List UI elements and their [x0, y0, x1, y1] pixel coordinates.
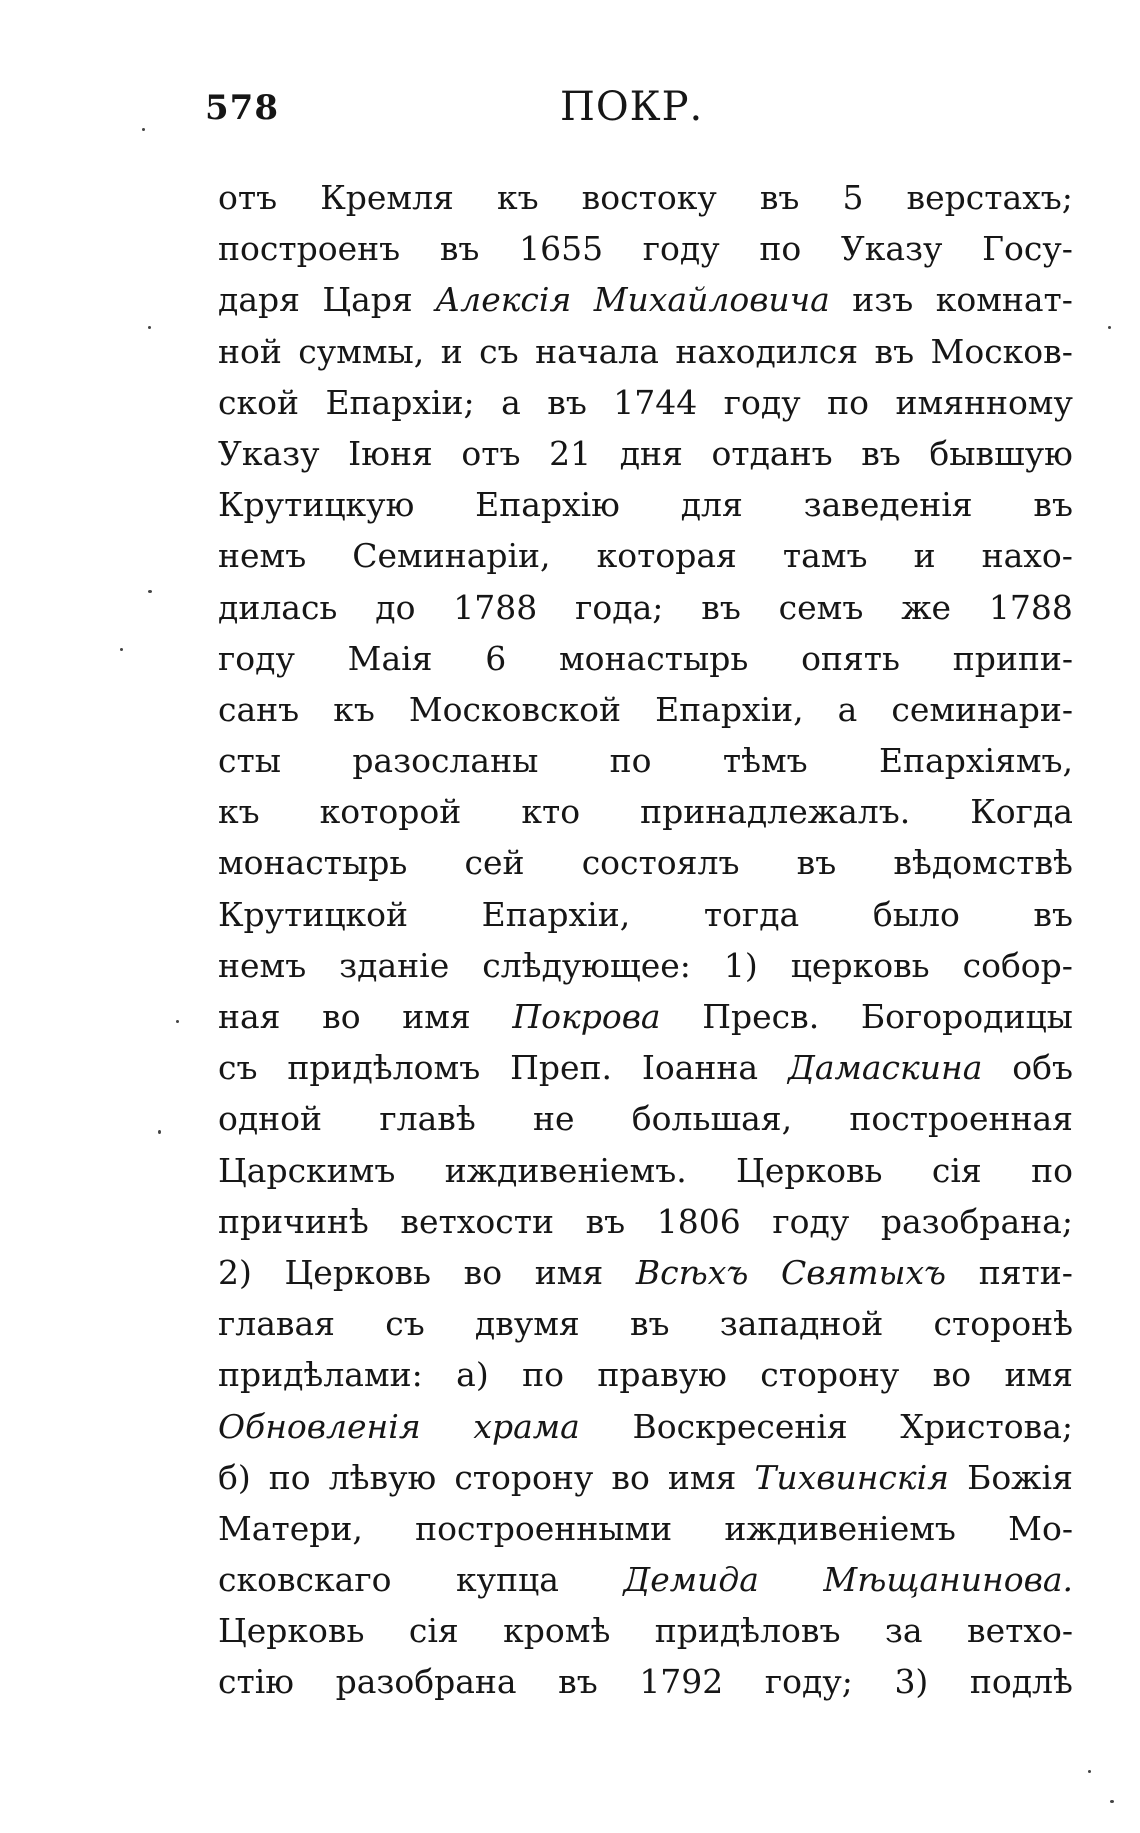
word: начала — [535, 331, 659, 371]
word: Крутицкую — [218, 485, 415, 525]
word: тамъ — [782, 536, 868, 576]
word: имя — [667, 1457, 737, 1497]
word: Москов- — [930, 331, 1073, 371]
word: къ — [333, 689, 375, 729]
word: 6 — [485, 638, 507, 678]
word: было — [872, 894, 960, 934]
word: 5 — [842, 178, 864, 217]
word: опять — [801, 638, 900, 678]
italic-word: Тихвинскія — [754, 1457, 950, 1497]
word: Епархіямъ, — [878, 741, 1073, 781]
word: церковь — [790, 945, 930, 985]
italic-word: Мѣщанинова. — [823, 1560, 1073, 1600]
word: подлѣ — [969, 1662, 1073, 1702]
word: принадлежалъ. — [640, 792, 911, 832]
word: объ — [1012, 1048, 1073, 1088]
word: въ — [1033, 894, 1073, 934]
word: Іоанна — [641, 1048, 759, 1088]
word: 1655 — [519, 229, 604, 269]
word: имя — [534, 1252, 604, 1292]
word: ная — [218, 997, 281, 1036]
word: Епархію — [475, 485, 620, 525]
word: сей — [464, 843, 525, 883]
word: Епархіи, — [481, 894, 631, 934]
word: году — [642, 229, 720, 269]
text-line — [218, 223, 1073, 274]
word: дилась — [218, 587, 338, 627]
word: по — [1031, 1150, 1073, 1190]
word: семинари- — [891, 689, 1073, 729]
text-line — [218, 1554, 1073, 1605]
word: семъ — [778, 587, 864, 627]
word: западной — [719, 1304, 884, 1344]
word: главая — [218, 1304, 335, 1344]
italic-word: Святыхъ — [780, 1252, 947, 1292]
word: Маія — [347, 638, 433, 678]
word: придѣломъ — [287, 1048, 481, 1088]
word: во — [932, 1355, 972, 1395]
word: Указу — [840, 229, 943, 269]
word: пяти- — [978, 1252, 1073, 1292]
word: ской — [218, 382, 299, 422]
word: Семинаріи, — [352, 536, 551, 576]
word: причинѣ — [218, 1201, 369, 1241]
word: Церковь — [736, 1150, 883, 1190]
word: по — [827, 382, 869, 422]
italic-word: Алексія — [435, 280, 572, 320]
word: главѣ — [379, 1099, 476, 1139]
word: сковскаго — [218, 1560, 392, 1600]
word: во — [463, 1252, 503, 1292]
word: разосланы — [352, 741, 539, 781]
italic-word: Покрова — [512, 997, 661, 1036]
italic-word: Обновленія — [218, 1406, 421, 1446]
word: тѣмъ — [722, 741, 808, 781]
word: Іюня — [348, 433, 433, 473]
word: отъ — [461, 433, 521, 473]
word: 1788 — [453, 587, 538, 627]
word: б) — [218, 1457, 251, 1497]
word: въ — [701, 587, 741, 627]
word: купца — [455, 1560, 559, 1600]
text-line — [218, 684, 1073, 735]
text-line — [218, 428, 1073, 479]
text-line — [218, 1656, 1073, 1707]
body-text — [218, 172, 1073, 1708]
word: въ — [861, 433, 901, 473]
text-line — [218, 1093, 1073, 1144]
word: для — [680, 485, 743, 525]
word: въ — [439, 229, 480, 269]
word: иждивеніемъ. — [444, 1150, 687, 1190]
word: припи- — [952, 638, 1073, 678]
word: кто — [521, 792, 581, 832]
word: въ — [796, 843, 837, 883]
word: стію — [218, 1662, 295, 1702]
word: бывшую — [929, 433, 1073, 473]
word: Госу- — [982, 229, 1073, 269]
text-line — [218, 1145, 1073, 1196]
word: Кремля — [320, 178, 454, 217]
word: году; — [764, 1662, 853, 1702]
word: отданъ — [711, 433, 833, 473]
text-line — [218, 1298, 1073, 1349]
word: отъ — [218, 178, 278, 217]
word: въ — [629, 1304, 670, 1344]
word: Преп. — [510, 1048, 612, 1088]
italic-word: Всѣхъ — [635, 1252, 749, 1292]
word: по — [268, 1457, 311, 1497]
word: верстахъ; — [906, 178, 1073, 217]
word: въ — [759, 178, 800, 217]
text-line — [218, 326, 1073, 377]
word: собор- — [962, 945, 1073, 985]
word: суммы, — [298, 331, 425, 371]
word: немъ — [218, 945, 307, 985]
word: 2) — [218, 1252, 252, 1292]
word: кромѣ — [503, 1611, 611, 1651]
italic-word: Дамаскина — [787, 1048, 983, 1088]
text-line — [218, 1247, 1073, 1298]
word: лѣвую — [328, 1457, 437, 1497]
word: съ — [218, 1048, 258, 1088]
word: построенными — [415, 1508, 673, 1548]
word: Воскресенія — [632, 1406, 848, 1446]
italic-word: Михайловича — [593, 280, 830, 320]
word: разобрана; — [880, 1201, 1073, 1241]
word: 1806 — [656, 1201, 741, 1241]
word: монастырь — [218, 843, 408, 883]
text-line — [218, 172, 1073, 223]
word: ветхо- — [967, 1611, 1073, 1651]
word: сты — [218, 741, 282, 781]
word: по — [759, 229, 802, 269]
word: къ — [496, 178, 539, 217]
word: 1788 — [988, 587, 1073, 627]
text-line — [218, 1605, 1073, 1656]
word: Царскимъ — [218, 1150, 396, 1190]
text-line — [218, 479, 1073, 530]
word: въ — [558, 1662, 598, 1702]
word: которая — [596, 536, 737, 576]
word: 3) — [894, 1662, 929, 1702]
word: сторону — [454, 1457, 594, 1497]
word: по — [609, 741, 652, 781]
word: и — [440, 331, 463, 371]
text-line — [218, 274, 1073, 325]
word: Когда — [970, 792, 1073, 832]
word: придѣловъ — [654, 1611, 841, 1651]
text-line — [218, 889, 1073, 940]
word: немъ — [218, 536, 307, 576]
text-line — [218, 1503, 1073, 1554]
word: Указу — [218, 433, 320, 473]
word: одной — [218, 1099, 323, 1139]
word: 1792 — [639, 1662, 724, 1702]
word: даря — [218, 280, 300, 320]
word: зданіе — [339, 945, 450, 985]
word: Московской — [408, 689, 622, 729]
text-line — [218, 837, 1073, 888]
word: же — [901, 587, 952, 627]
word: въ — [1033, 485, 1073, 525]
page-number: 578 — [205, 88, 279, 128]
word: востоку — [581, 178, 717, 217]
word: придѣлами: — [218, 1355, 423, 1395]
word: за — [884, 1611, 923, 1651]
text-line — [218, 1401, 1073, 1452]
word: а — [837, 689, 858, 729]
text-line — [218, 991, 1073, 1042]
word: къ — [218, 792, 260, 832]
word: тогда — [703, 894, 800, 934]
word: находился — [675, 331, 859, 371]
word: монастырь — [559, 638, 749, 678]
word: года; — [575, 587, 664, 627]
word: правую — [597, 1355, 727, 1395]
word: построенная — [849, 1099, 1073, 1139]
running-head: ПОКР. — [560, 84, 704, 130]
word: комнат- — [935, 280, 1073, 320]
italic-word: Демида — [623, 1560, 759, 1600]
text-line — [218, 1349, 1073, 1400]
word: сія — [931, 1150, 982, 1190]
word: ветхости — [400, 1201, 554, 1241]
word: Богородицы — [860, 997, 1073, 1036]
word: санъ — [218, 689, 300, 729]
word: двумя — [474, 1304, 580, 1344]
word: Церковь — [284, 1252, 431, 1292]
word: дня — [619, 433, 683, 473]
word: во — [322, 997, 361, 1036]
word: заведенія — [803, 485, 973, 525]
word: иждивеніемъ — [724, 1508, 956, 1548]
italic-word: храма — [473, 1406, 580, 1446]
word: и — [913, 536, 936, 576]
word: во — [611, 1457, 650, 1497]
word: Божія — [967, 1457, 1073, 1497]
word: разобрана — [335, 1662, 517, 1702]
word: году — [772, 1201, 850, 1241]
word: нахо- — [981, 536, 1073, 576]
word: большая, — [631, 1099, 793, 1139]
word: году — [723, 382, 801, 422]
word: Мо- — [1008, 1508, 1073, 1548]
word: году — [218, 638, 295, 678]
word: которой — [319, 792, 462, 832]
word: въ — [874, 331, 915, 371]
word: въ — [547, 382, 587, 422]
word: имя — [402, 997, 471, 1036]
text-line — [218, 633, 1073, 684]
word: Царя — [322, 280, 413, 320]
word: сія — [408, 1611, 459, 1651]
word: Епархіи; — [325, 382, 475, 422]
word: изъ — [852, 280, 914, 320]
text-line — [218, 377, 1073, 428]
text-line — [218, 530, 1073, 581]
word: построенъ — [218, 229, 401, 269]
text-line — [218, 735, 1073, 786]
word: 21 — [549, 433, 592, 473]
word: 1744 — [613, 382, 698, 422]
word: по — [522, 1355, 564, 1395]
word: въ — [585, 1201, 626, 1241]
word: вѣдомствѣ — [893, 843, 1073, 883]
text-line — [218, 1196, 1073, 1247]
text-line — [218, 940, 1073, 991]
text-line — [218, 1452, 1073, 1503]
word: Матери, — [218, 1508, 363, 1548]
word: 1) — [723, 945, 758, 985]
text-line — [218, 786, 1073, 837]
word: съ — [479, 331, 519, 371]
word: имя — [1004, 1355, 1073, 1395]
word: имянному — [895, 382, 1073, 422]
word: Церковь — [218, 1611, 365, 1651]
word: съ — [385, 1304, 425, 1344]
word: Христова; — [900, 1406, 1073, 1446]
text-line — [218, 582, 1073, 633]
word: а) — [456, 1355, 489, 1395]
word: сторону — [760, 1355, 900, 1395]
word: Пресв. — [702, 997, 820, 1036]
word: Крутицкой — [218, 894, 409, 934]
word: не — [532, 1099, 575, 1139]
word: до — [375, 587, 416, 627]
word: Епархіи, — [655, 689, 804, 729]
word: а — [501, 382, 521, 422]
word: состоялъ — [581, 843, 740, 883]
word: слѣдующее: — [482, 945, 691, 985]
word: сторонѣ — [933, 1304, 1073, 1344]
text-line — [218, 1042, 1073, 1093]
word: ной — [218, 331, 282, 371]
